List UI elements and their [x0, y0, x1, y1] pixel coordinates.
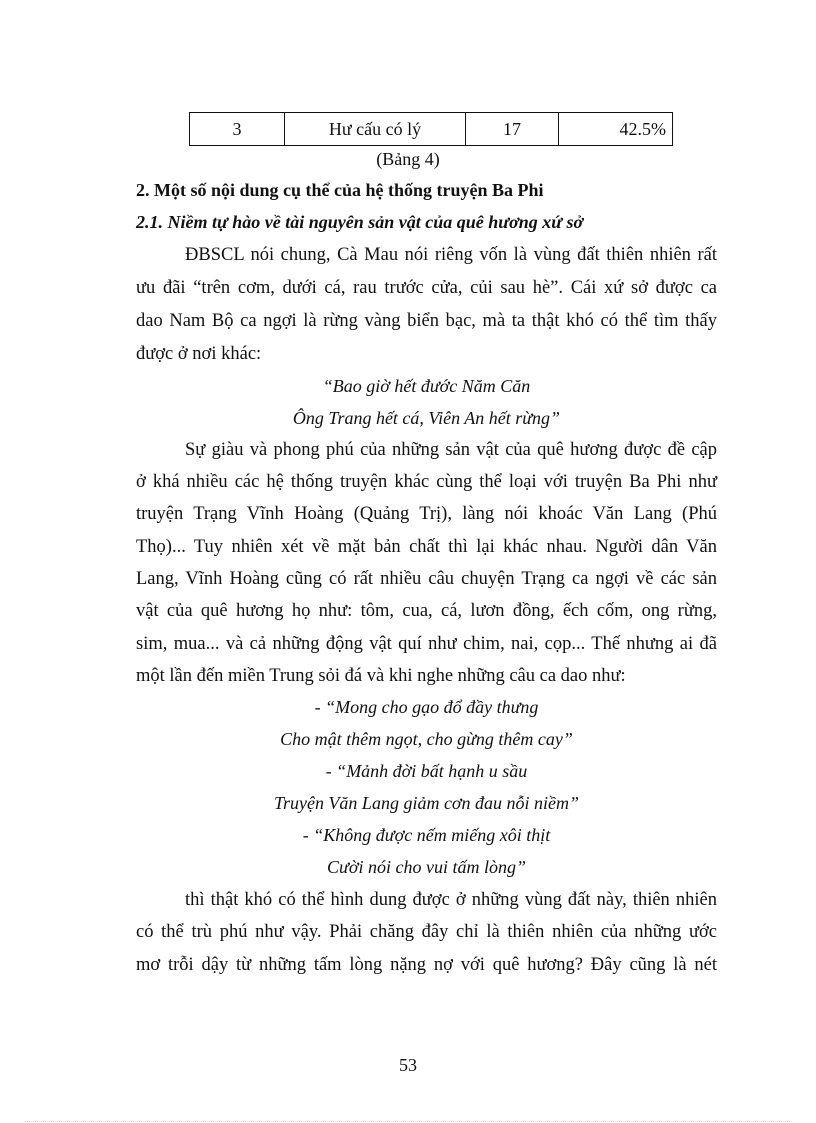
statistics-table — [189, 112, 673, 146]
paragraph-line: thì thật khó có thể hình dung được ở những vùng đất này, thiên nhiên — [185, 890, 717, 910]
paragraph-line: có thể trù phú như vậy. Phải chăng đây chỉ là thiên nhiên của những ước — [136, 922, 717, 942]
verse-line: Ông Trang hết cá, Viên An hết rừng” — [292, 408, 561, 428]
page-bottom-divider — [24, 1121, 792, 1122]
paragraph-line: sim, mua... và cả những động vật quí như chim, nai, cọp... Thế nhưng ai đã — [136, 634, 717, 654]
table-cell-category: Hư cấu có lý — [285, 113, 466, 146]
paragraph-line: Lang, Vĩnh Hoàng cũng có rất nhiều câu chuyện Trạng ca ngợi về các sản — [136, 569, 717, 589]
paragraph-line: truyện Trạng Vĩnh Hoàng (Quảng Trị), làng nói khoác Văn Lang (Phú — [136, 504, 717, 524]
paragraph-line: Sự giàu và phong phú của những sản vật của quê hương được đề cập — [185, 440, 717, 460]
table-cell-no: 3 — [190, 113, 285, 146]
table-row — [190, 113, 673, 146]
table-cell-percent: 42.5% — [559, 113, 673, 146]
subsection-heading: 2.1. Niềm tự hào về tài nguyên sản vật của quê hương xứ sở — [136, 212, 584, 232]
verse-line: - “Không được nếm miếng xôi thịt — [302, 825, 551, 845]
paragraph-line: mơ trỗi dậy từ những tấm lòng nặng nợ với quê hương? Đây cũng là nét — [136, 955, 717, 975]
verse-line: Cười nói cho vui tấm lòng” — [327, 857, 526, 877]
paragraph-line: ở khá nhiều các hệ thống truyện khác cùng thể loại với truyện Ba Phi như — [136, 472, 717, 492]
paragraph-line: dao Nam Bộ ca ngợi là rừng vàng biển bạc, mà ta thật khó có thể tìm thấy — [136, 311, 717, 331]
paragraph-line: vật của quê hương họ như: tôm, cua, cá, lươn đồng, ếch cốm, ong rừng, — [136, 601, 717, 621]
verse-line: - “Mảnh đời bất hạnh u sầu — [325, 761, 528, 781]
paragraph-line: ĐBSCL nói chung, Cà Mau nói riêng vốn là vùng đất thiên nhiên rất — [185, 245, 717, 265]
verse-line: Truyện Văn Lang giảm cơn đau nỗi niềm” — [273, 793, 580, 813]
table-cell-count: 17 — [466, 113, 559, 146]
paragraph-line: được ở nơi khác: — [136, 344, 262, 364]
page-number: 53 — [399, 1055, 417, 1075]
paragraph-line: ưu đãi “trên cơm, dưới cá, rau trước cửa, củi sau hè”. Cái xứ sở được ca — [136, 278, 717, 298]
verse-line: Cho mật thêm ngọt, cho gừng thêm cay” — [280, 729, 573, 749]
section-heading: 2. Một số nội dung cụ thể của hệ thống truyện Ba Phi — [136, 180, 544, 200]
table-caption: (Bảng 4) — [376, 149, 440, 169]
verse-line: - “Mong cho gạo đổ đầy thưng — [314, 697, 539, 717]
paragraph-line: một lần đến miền Trung sỏi đá và khi nghe những câu ca dao như: — [136, 666, 626, 686]
paragraph-line: Thọ)... Tuy nhiên xét về mặt bản chất thì lại khác nhau. Người dân Văn — [136, 537, 717, 557]
verse-line: “Bao giờ hết đước Năm Căn — [322, 376, 531, 396]
